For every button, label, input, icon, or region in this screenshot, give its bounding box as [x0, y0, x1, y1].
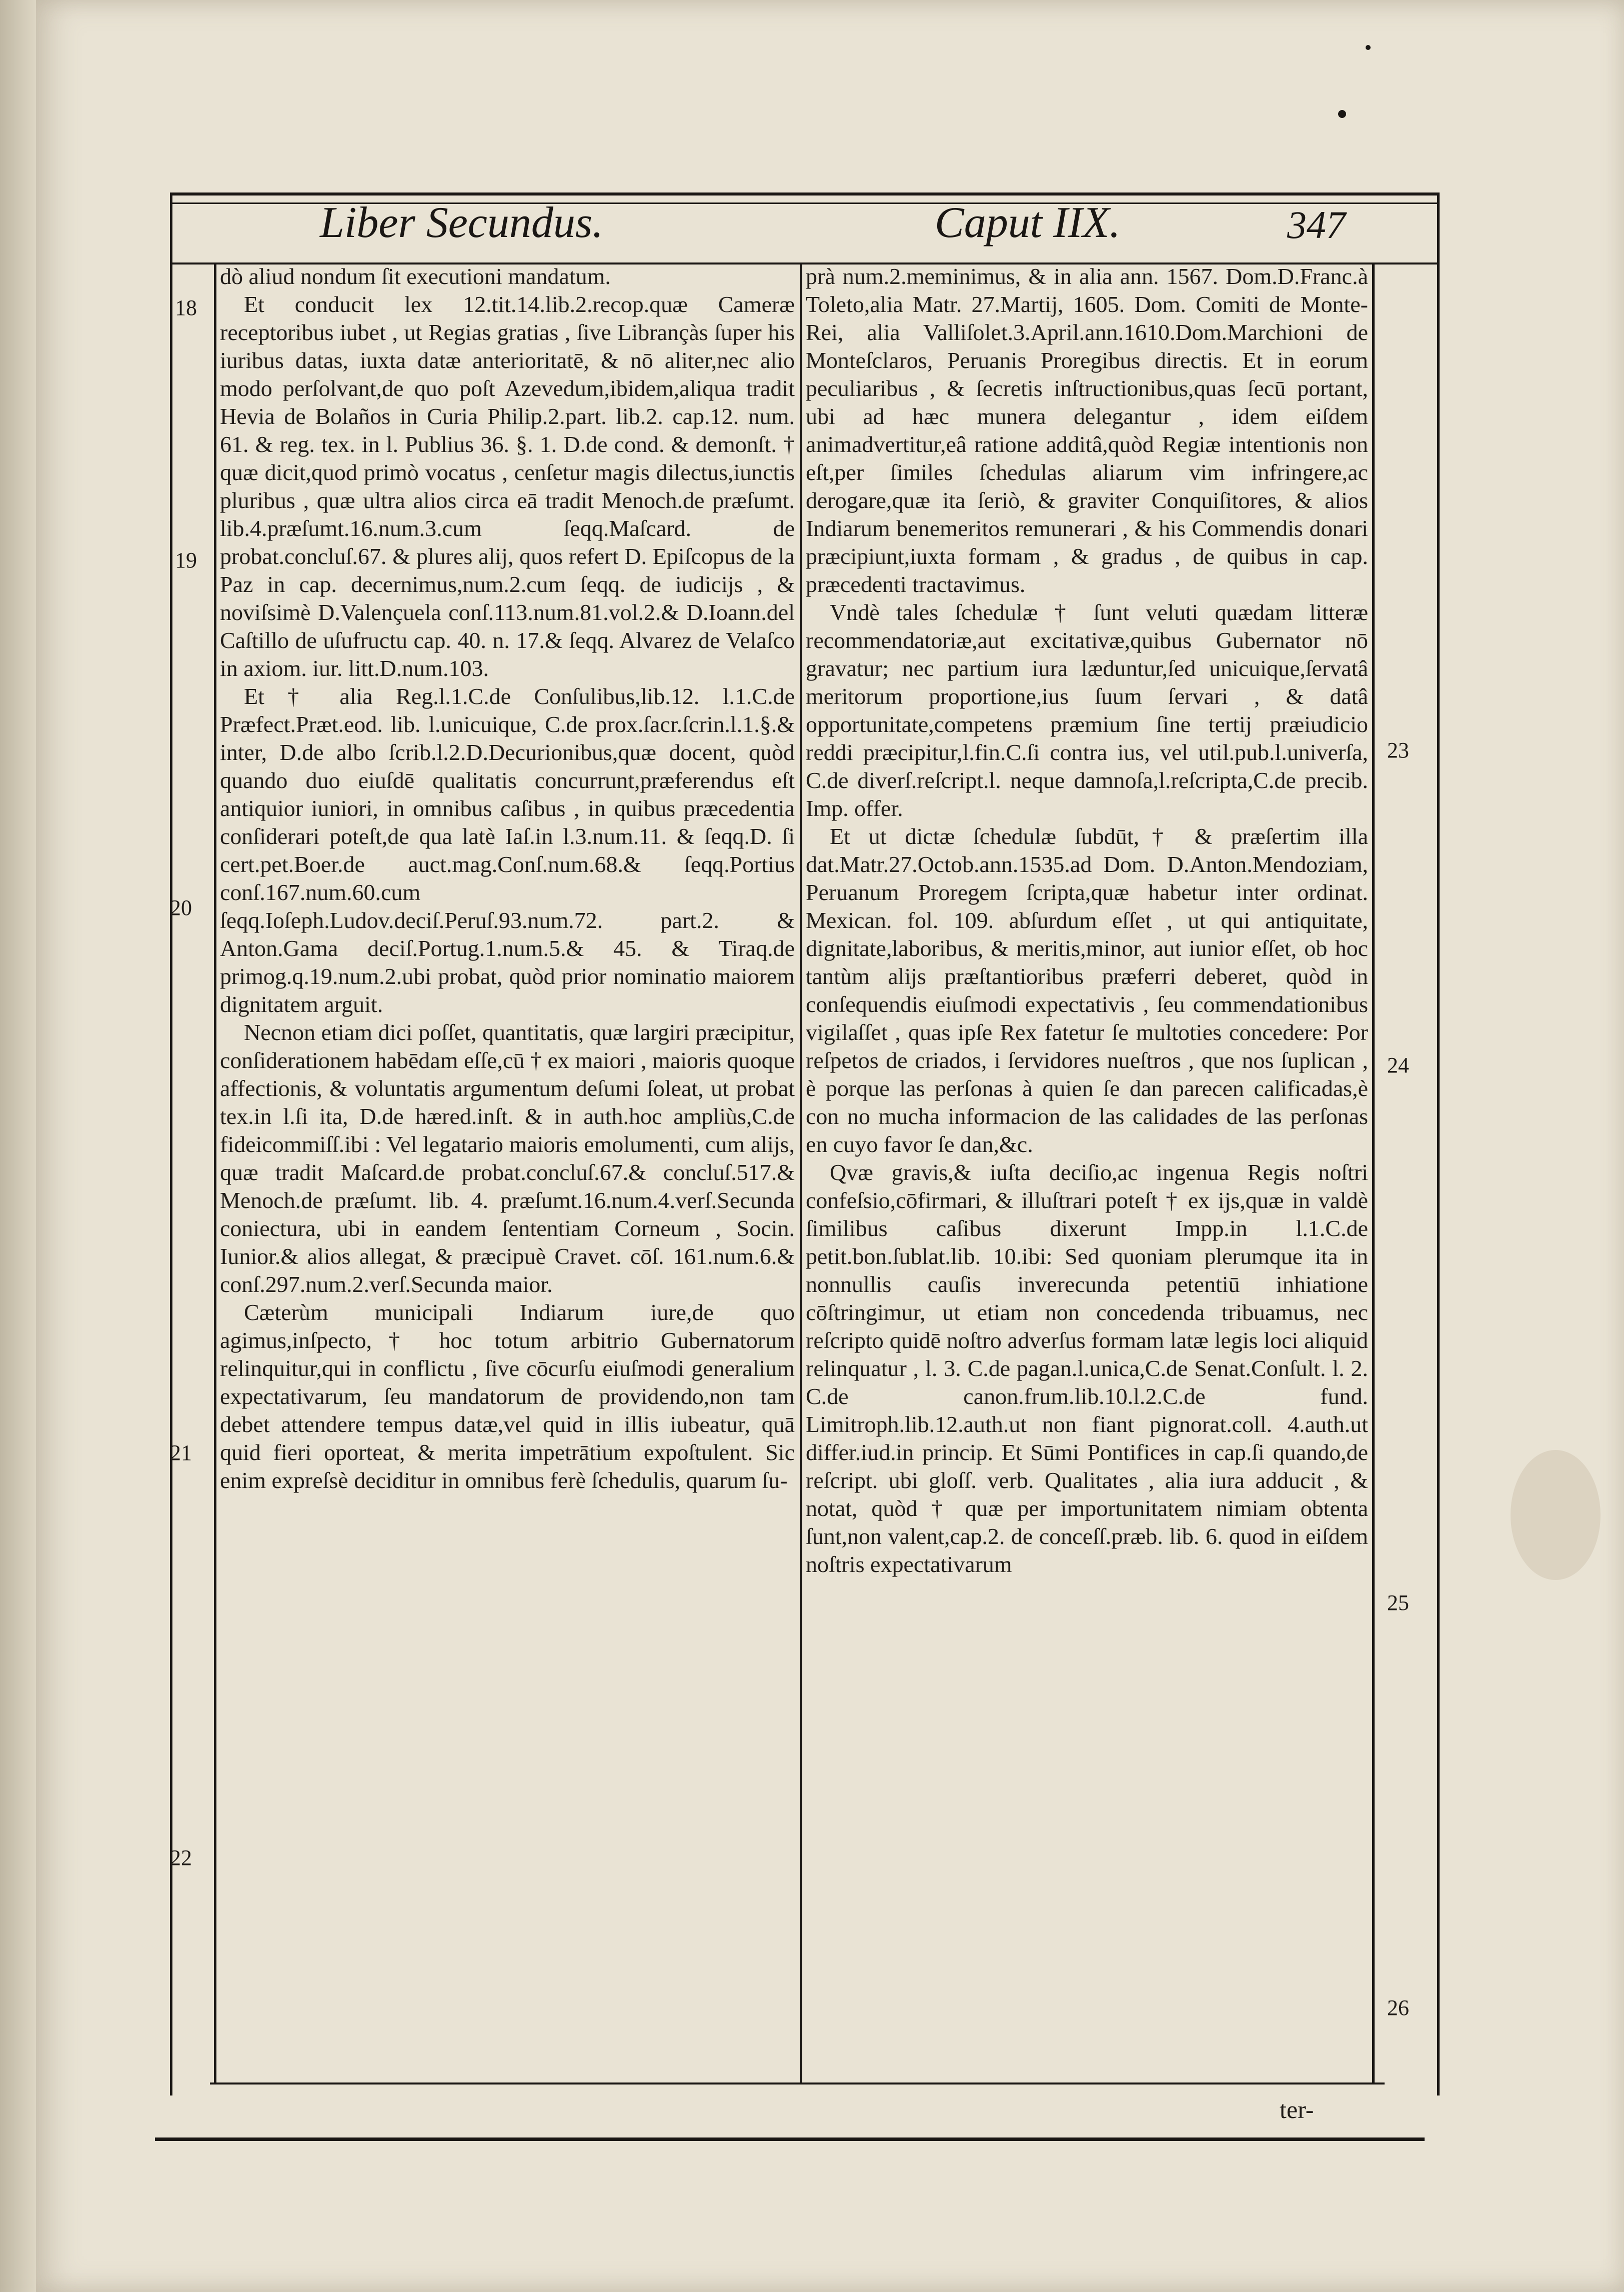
- margin-number: 22: [170, 1846, 192, 1870]
- paragraph: Et conducit lex 12.tit.14.lib.2.recop.quæ Cameræ receptoribus iubet , ut Regias gratias , ſive Librançàs ſuper his iuribus datas, iuxta datæ anterioritatē, & nō aliter,nec alio modo perſolvant,de quo poſt Azevedum,ibidem,aliqua tradit Hevia de Bolaños in Curia Philip.2.part. lib.2. cap.12. num. 61. & reg. tex. in l. Publius 36. §. 1. D.de cond. & demonſt. † quæ dicit,quod primò vocatus , cenſetur magis dilectus,iunctis pluribus , quæ ultra alios circa eā tradit Menoch.de præſumt. lib.4.præſumt.16.num.3.cum ſeqq.Maſcard. de probat.concluſ.67. & plures alij, quos refert D. Epiſcopus de la Paz in cap. decernimus,num.2.cum ſeqq. de iudicijs , & noviſsimè D.Valençuela conſ.113.num.81.vol.2.& D.Ioann.del Caſtillo de uſufructu cap. 40. n. 17.& ſeqq. Alvarez de Velaſco in axiom. iur. litt.D.num.103.: [220, 292, 795, 681]
- paragraph: prà num.2.meminimus, & in alia ann. 1567. Dom.D.Franc.à Toleto,alia Matr. 27.Martij, 1605. Dom. Comiti de Monte-Rei, alia Valliſolet.3.April.ann.1610.Dom.Marchioni de Monteſclaros, Peruanis Proregibus directis. Et in eorum peculiaribus , & ſecretis inſtructionibus,quas ſecū portant, ubi ad hæc munera delegantur , idem eiſdem animadvertitur,eâ ratione additâ,quòd Regiæ intentionis non eſt,per ſimiles ſchedulas aliarum vim infringere,ac derogare,quæ ita ſeriò, & graviter Conquiſitores, & alios Indiarum benemeritos remunerari , & his Commendis donari præcipiunt,iuxta formam , & gradus , de quibus in cap. præcedenti tractavimus.: [806, 264, 1368, 597]
- right-column-rule: [1372, 262, 1375, 2082]
- footer-rule-outer: [155, 2138, 1425, 2141]
- margin-number: 18: [175, 296, 197, 320]
- footer-rule: [210, 2082, 1385, 2084]
- right-text-column: [806, 262, 1368, 1578]
- paragraph: Et † alia Reg.l.1.C.de Conſulibus,lib.12. l.1.C.de Præfect.Præt.eod. lib. l.unicuique, C.de prox.ſacr.ſcrin.l.1.§.& inter, D.de albo ſcrib.l.2.D.Decurionibus,quæ docent, quòd quando duo eiuſdē qualitatis concurrunt,præferendus eſt antiquior iuniori, in omnibus caſibus , in quibus præcedentia conſiderari poteſt,de qua latè Iaſ.in l.3.num.11. & ſeqq.D. ſi cert.pet.Boer.de auct.mag.Conſ.num.68.& ſeqq.Portius conſ.167.num.60.cum ſeqq.Ioſeph.Ludov.deciſ.Peruſ.93.num.72. part.2. & Anton.Gama deciſ.Portug.1.num.5.& 45. & Tiraq.de primog.q.19.num.2.ubi probat, quòd prior nominatio maiorem dignitatem arguit.: [220, 684, 795, 1017]
- margin-number: 19: [175, 548, 197, 572]
- page-number: 347: [1287, 203, 1346, 246]
- margin-number: 24: [1387, 1053, 1409, 1078]
- running-head-right: Caput IIX.: [935, 198, 1121, 247]
- margin-number: 26: [1387, 1996, 1409, 2020]
- paragraph: Cæterùm municipali Indiarum iure,de quo agimus,inſpecto,† hoc totum arbitrio Gubernatorum relinquitur,qui in conflictu , ſive cōcurſu eiuſmodi generalium expectativarum, ſeu mandatorum de providendo,non tam debet attendere tempus datæ,vel quid in illis iubeatur, quā quid fieri oporteat, & merita impetrātium expoſtulent. Sic enim expreſsè deciditur in omnibus ferè ſchedulis, quarum ſu-: [220, 1300, 795, 1493]
- paragraph: Vndè tales ſchedulæ † ſunt veluti quædam litteræ recommendatoriæ,aut excitativæ,quibus Gubernator nō gravatur; nec partium iura læduntur,ſed unicuique,ſervatâ meritorum proportione,ius ſuum ſervari , & datâ opportunitate,competens præmium ſine tertij præiudicio reddi præcipitur,l.fin.C.ſi contra ius, vel util.pub.l.univerſa, C.de diverſ.reſcript.l. neque damnoſa,l.reſcripta,C.de precib. Imp. offer.: [806, 600, 1368, 821]
- paragraph: Necnon etiam dici poſſet, quantitatis, quæ largiri præcipitur, conſiderationem habēdam eſſe,cū † ex maiori , maioris quoque affectionis, & voluntatis argumentum deſumi ſoleat, ut probat tex.in l.ſi ita, D.de hæred.inſt. & in auth.hoc ampliùs,C.de fideicommiſſ.ibi : Vel legatario maioris emolumenti, cum alijs, quæ tradit Maſcard.de probat.concluſ.67.& concluſ.517.& Menoch.de præſumt. lib. 4. præſumt.16.num.4.verſ.Secunda coniectura, ubi in eandem ſententiam Corneum , Socin. Iunior.& alios allegat, & præcipuè Cravet. cōſ. 161.num.6.& conſ.297.num.2.verſ.Secunda maior.: [220, 1020, 795, 1297]
- margin-number: 21: [170, 1440, 192, 1465]
- left-text-column: [220, 262, 795, 1494]
- ink-speck: [1338, 110, 1346, 118]
- left-column-rule: [214, 262, 216, 2082]
- facing-page-edge: [0, 0, 36, 2292]
- margin-number: 25: [1387, 1590, 1409, 1615]
- margin-number: 23: [1387, 738, 1409, 762]
- center-column-rule: [800, 262, 802, 2082]
- ink-speck: [1366, 45, 1371, 50]
- paragraph: Et ut dictæ ſchedulæ ſubdūt,† & præſertim illa dat.Matr.27.Octob.ann.1535.ad Dom. D.Anton.Mendoziam, Peruanum Proregem ſcripta,quæ habetur inter ordinat. Mexican. fol. 109. abſurdum eſſet , ut qui antiquitate, dignitate,laboribus, & meritis,minor, aut iunior eſſet, ob hoc tantùm alijs præſtantioribus præferri deberet, quòd in conſequendis eiuſmodi expectativis , ſeu commendationibus vigilaſſet , quas ipſe Rex fatetur ſe multoties concedere: Por reſpetos de criados, i ſervidores nueſtros , que nos ſuplican , è porque las perſonas à quien ſe dan parecen calificadas,è con no mucha informacion de las calidades de las perſonas en cuyo favor ſe dan,&c.: [806, 824, 1368, 1157]
- paragraph: Qvæ gravis,& iuſta deciſio,ac ingenua Regis noſtri confeſsio,cōfirmari, & illuſtrari poteſt † ex ijs,quæ in valdè ſimilibus caſibus dixerunt Impp.in l.1.C.de petit.bon.ſublat.lib. 10.ibi: Sed quoniam plerumque ita in nonnullis cauſis inverecunda petentiū inhiatione cōſtringimur, ut etiam non concedenda tribuamus, nec reſcripto quidē noſtro adverſus formam latæ legis loci aliquid relinquatur , l. 3. C.de pagan.l.unica,C.de Senat.Conſult. l. 2. C.de canon.frum.lib.10.l.2.C.de fund. Limitroph.lib.12.auth.ut non fiant pignorat.coll. 4.auth.ut differ.iud.in princip. Et Sūmi Pontifices in cap.ſi quando,de reſcript. ubi gloſſ. verb. Qualitates , alia iura adducit , & notat, quòd † quæ per importunitatem nimiam obtenta ſunt,non valent,cap.2. de conceſſ.præb. lib. 6. quod in eiſdem noſtris expectativarum: [806, 1160, 1368, 1577]
- margin-number: 20: [170, 896, 192, 920]
- paper-stain: [1511, 1450, 1601, 1580]
- catchword: ter-: [1280, 2096, 1314, 2124]
- paragraph: dò aliud nondum ſit executioni mandatum.: [220, 264, 611, 289]
- running-head-left: Liber Secundus.: [320, 198, 604, 247]
